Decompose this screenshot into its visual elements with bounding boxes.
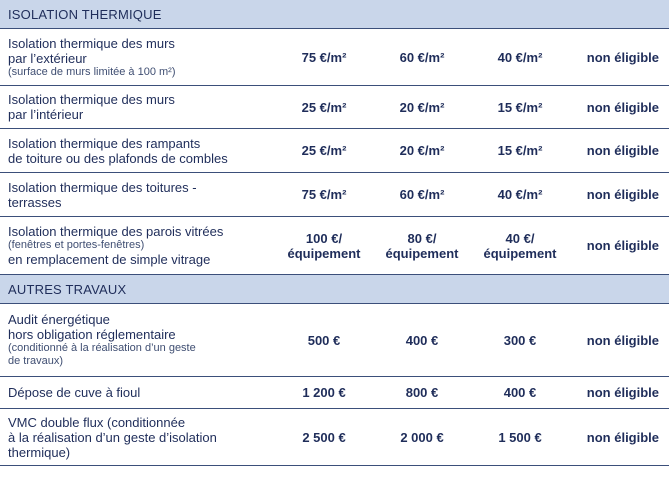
value-cell: 40 €/m² [471,29,569,86]
label-line: hors obligation réglementaire [8,327,176,342]
value-cell: 60 €/m² [373,173,471,217]
value-cell: 15 €/m² [471,86,569,129]
value-cell: 75 €/m² [275,173,373,217]
value-cell: 1 500 € [471,409,569,466]
section-title: AUTRES TRAVAUX [0,275,669,304]
label-line: Audit énergétique [8,312,110,327]
row-label [0,173,275,217]
table-row [0,86,669,129]
row-label [0,217,275,275]
value-cell: 400 € [373,304,471,377]
row-label [0,409,275,466]
value-cell: 25 €/m² [275,129,373,173]
value-cell: 25 €/m² [275,86,373,129]
label-line: Isolation thermique des rampants [8,135,201,151]
label-line: Dépose de cuve à fioul [8,385,141,400]
value-cell: 100 €/ équipement [275,217,373,275]
value-cell: 80 €/ équipement [373,217,471,275]
label-note: de travaux) [8,355,64,367]
value-cell: 500 € [275,304,373,377]
row-label [0,29,275,86]
value-cell: non éligible [569,409,669,466]
value-cell: 2 000 € [373,409,471,466]
value-cell: 60 €/m² [373,29,471,86]
value-cell: 75 €/m² [275,29,373,86]
label-note: (surface de murs limitée à 100 m²) [8,65,176,78]
row-label [0,129,275,173]
value-cell: 1 200 € [275,377,373,409]
section-title: ISOLATION THERMIQUE [0,0,669,29]
label-line: thermique) [8,444,71,460]
label-line: à la réalisation d’un geste d’isolation [8,429,217,445]
table-row [0,29,669,86]
value-cell: non éligible [569,173,669,217]
label-line: en remplacement de simple vitrage [8,252,211,267]
table-row [0,217,669,275]
value-cell: non éligible [569,217,669,275]
value-cell: 20 €/m² [373,86,471,129]
value-cell: 20 €/m² [373,129,471,173]
row-label [0,304,275,377]
label-line: terrasses [8,194,62,210]
table-row [0,377,669,409]
label-line: Isolation thermique des toitures - [8,179,197,195]
value-cell: non éligible [569,377,669,409]
value-cell: 800 € [373,377,471,409]
value-cell: 300 € [471,304,569,377]
section-header [0,275,669,304]
label-line: de toiture ou des plafonds de combles [8,150,228,166]
label-line: VMC double flux (conditionnée [8,414,186,430]
label-line: par l’extérieur [8,50,87,66]
table-row [0,173,669,217]
value-cell: 400 € [471,377,569,409]
row-label [0,377,275,409]
label-line: Isolation thermique des parois vitrées [8,224,224,239]
label-line: Isolation thermique des murs [8,92,175,107]
row-label [0,86,275,129]
value-cell: non éligible [569,129,669,173]
value-cell: non éligible [569,304,669,377]
label-note: (conditionné à la réalisation d’un geste [8,342,196,354]
label-note: (fenêtres et portes-fenêtres) [8,239,145,251]
section-header [0,0,669,29]
label-line: Isolation thermique des murs [8,35,175,51]
value-cell: 40 €/ équipement [471,217,569,275]
table-row [0,304,669,377]
table-row [0,129,669,173]
value-cell: 2 500 € [275,409,373,466]
value-cell: 40 €/m² [471,173,569,217]
label-line: par l’intérieur [8,107,84,122]
value-cell: non éligible [569,86,669,129]
value-cell: non éligible [569,29,669,86]
table-row [0,409,669,466]
value-cell: 15 €/m² [471,129,569,173]
